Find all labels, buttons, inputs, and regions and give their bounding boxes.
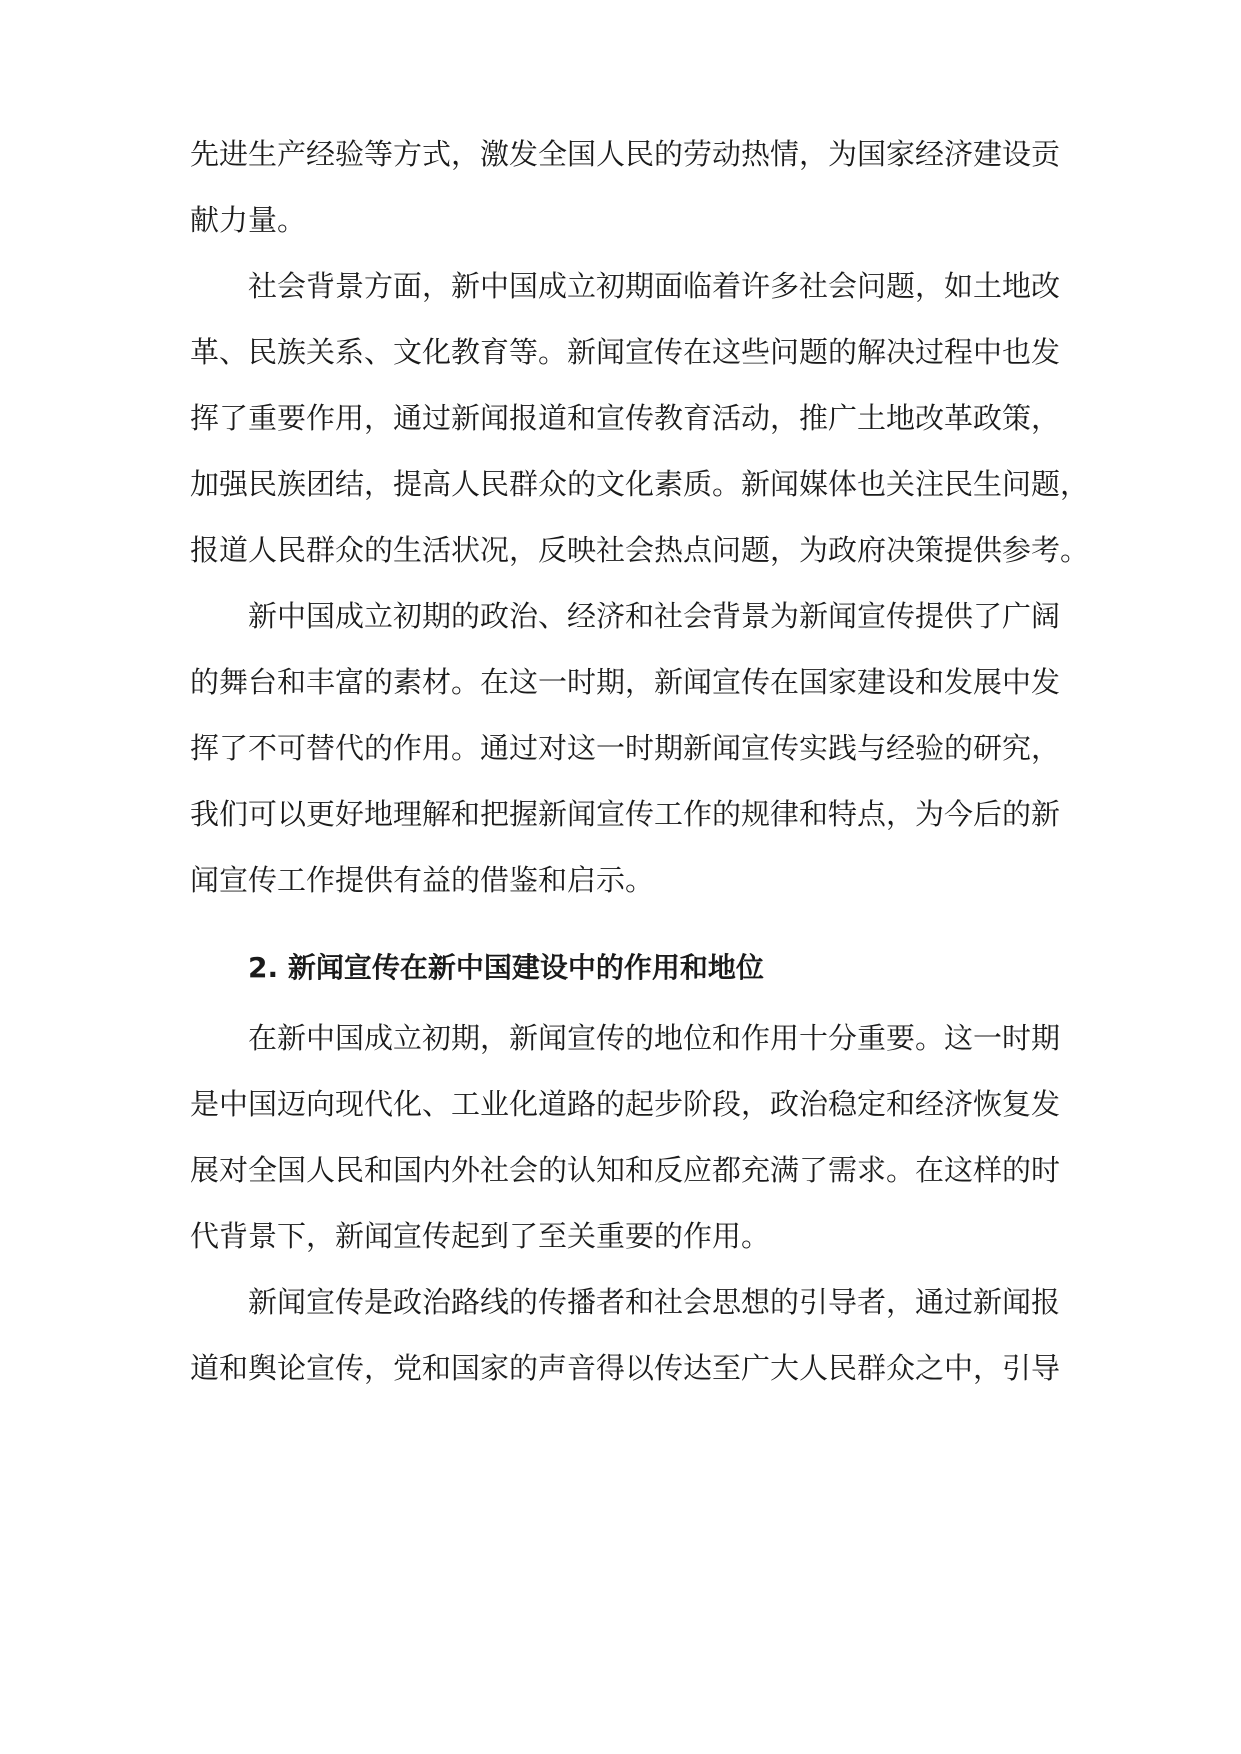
paragraph-4-line-2: 是中国迈向现代化、工业化道路的起步阶段，政治稳定和经济恢复发 [190, 1087, 1061, 1121]
paragraph-3-line-4: 我们可以更好地理解和把握新闻宣传工作的规律和特点，为今后的新 [190, 797, 1061, 831]
section-heading: 2. 新闻宣传在新中国建设中的作用和地位 [248, 951, 764, 984]
paragraph-3-line-2: 的舞台和丰富的素材。在这一时期，新闻宣传在国家建设和发展中发 [190, 665, 1061, 699]
paragraph-5-line-1: 新闻宣传是政治路线的传播者和社会思想的引导者，通过新闻报 [248, 1285, 1061, 1319]
paragraph-1-line-2: 献力量。 [190, 203, 307, 237]
paragraph-4-line-3: 展对全国人民和国内外社会的认知和反应都充满了需求。在这样的时 [190, 1153, 1061, 1187]
paragraph-1-line-1: 先进生产经验等方式，激发全国人民的劳动热情，为国家经济建设贡 [190, 137, 1061, 171]
paragraph-3-line-5: 闻宣传工作提供有益的借鉴和启示。 [190, 863, 655, 897]
paragraph-2-line-5: 报道人民群众的生活状况，反映社会热点问题，为政府决策提供参考。 [190, 533, 1090, 567]
paragraph-5-line-2: 道和舆论宣传，党和国家的声音得以传达至广大人民群众之中，引导 [190, 1351, 1061, 1385]
paragraph-2-line-1: 社会背景方面，新中国成立初期面临着许多社会问题，如土地改 [248, 269, 1061, 303]
paragraph-4-line-1: 在新中国成立初期，新闻宣传的地位和作用十分重要。这一时期 [248, 1021, 1061, 1055]
paragraph-2-line-3: 挥了重要作用，通过新闻报道和宣传教育活动，推广土地改革政策， [190, 401, 1061, 435]
paragraph-2-line-2: 革、民族关系、文化教育等。新闻宣传在这些问题的解决过程中也发 [190, 335, 1061, 369]
paragraph-2-line-4: 加强民族团结，提高人民群众的文化素质。新闻媒体也关注民生问题， [190, 467, 1090, 501]
paragraph-4-line-4: 代背景下，新闻宣传起到了至关重要的作用。 [190, 1219, 771, 1253]
paragraph-3-line-3: 挥了不可替代的作用。通过对这一时期新闻宣传实践与经验的研究， [190, 731, 1061, 765]
paragraph-3-line-1: 新中国成立初期的政治、经济和社会背景为新闻宣传提供了广阔 [248, 599, 1061, 633]
